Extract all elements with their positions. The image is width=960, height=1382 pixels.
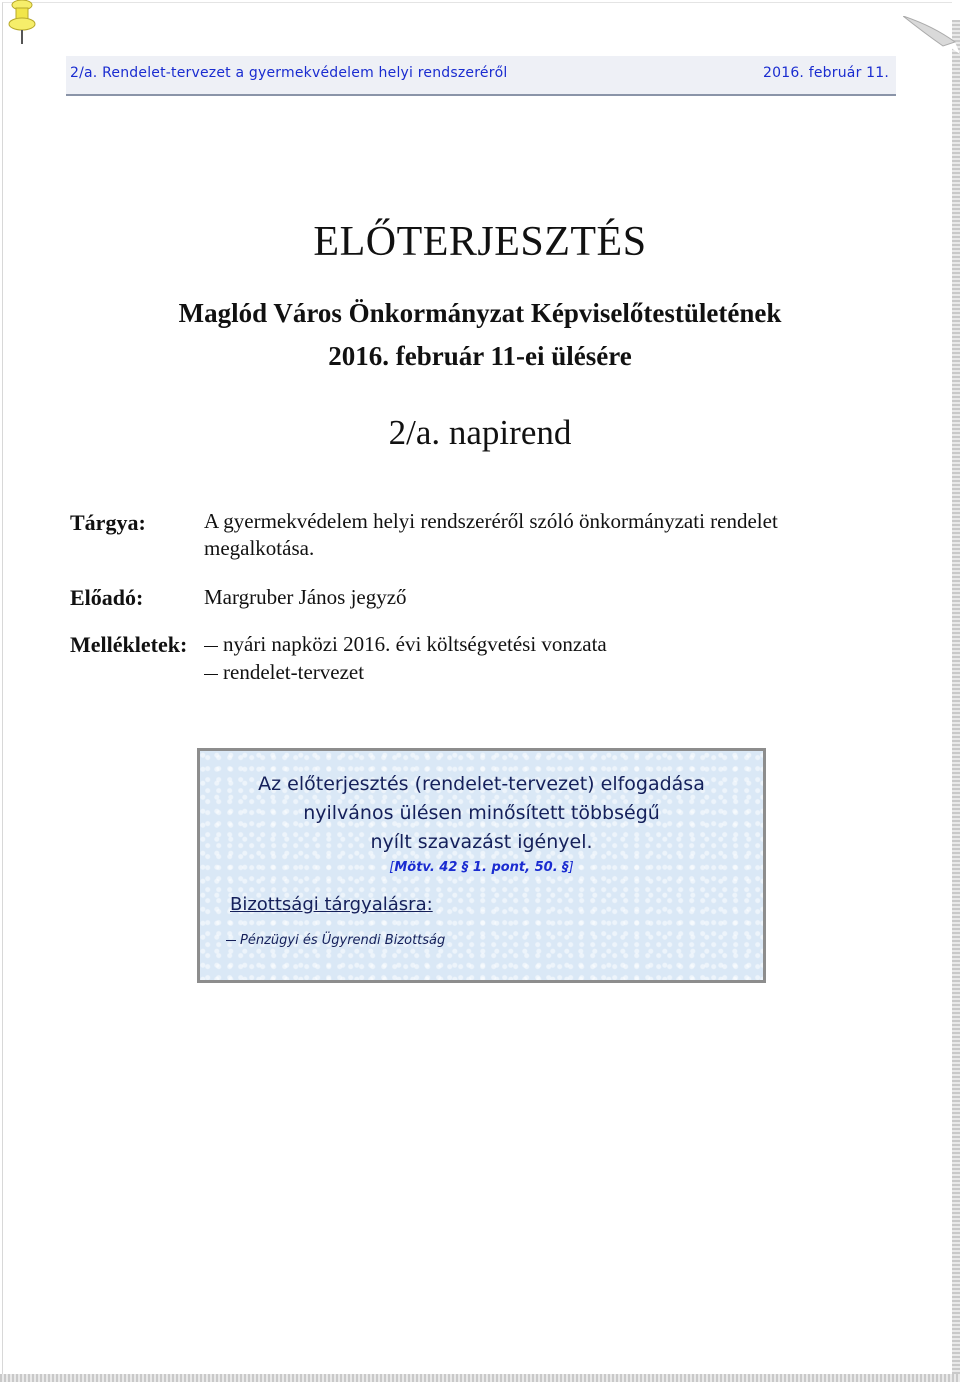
dash-icon xyxy=(204,674,218,675)
document-title: ELŐTERJESZTÉS xyxy=(313,219,647,265)
pushpin-icon xyxy=(6,0,38,48)
attachments-label: Mellékletek: xyxy=(70,632,188,657)
council-name: Maglód Város Önkormányzat Képviselőtestületének xyxy=(178,298,782,328)
legal-reference xyxy=(200,860,763,875)
agenda-item: 2/a. napirend xyxy=(388,413,572,452)
dash-icon xyxy=(226,940,236,941)
header-title: 2/a. Rendelet-tervezet a gyermekvédelem helyi rendszeréről xyxy=(70,65,508,81)
presenter-label: Előadó: xyxy=(70,585,144,610)
ref-text: Mötv. 42 § 1. pont, 50. § xyxy=(394,860,569,875)
attachment-text: rendelet-tervezet xyxy=(223,660,365,684)
presenter-value: Margruber János jegyző xyxy=(204,585,407,609)
subject-value xyxy=(204,508,904,562)
subject-line: A gyermekvédelem helyi rendszeréről szóló önkormányzati rendelet xyxy=(204,509,778,533)
document-page xyxy=(2,2,952,1374)
subject-line: megalkotása. xyxy=(204,536,315,560)
attachment-item xyxy=(204,660,364,685)
committee-label: Bizottsági tárgyalásra: xyxy=(230,894,433,915)
voting-notice-box xyxy=(197,748,766,983)
notice-line: nyilvános ülésen minősített többségű xyxy=(303,802,660,824)
attachment-item xyxy=(204,632,607,657)
session-date: 2016. február 11-ei ülésére xyxy=(328,341,632,371)
running-header xyxy=(66,56,896,96)
attachment-text: nyári napközi 2016. évi költségvetési vonzata xyxy=(223,632,607,656)
ref-bracket: [ xyxy=(389,860,395,875)
committee-name: Pénzügyi és Ügyrendi Bizottság xyxy=(240,933,446,948)
notice-line: Az előterjesztés (rendelet-tervezet) elfogadása xyxy=(258,773,705,795)
page-curl-icon xyxy=(903,16,960,54)
notice-line: nyílt szavazást igényel. xyxy=(370,831,593,853)
header-date: 2016. február 11. xyxy=(763,65,890,81)
dash-icon xyxy=(204,646,218,647)
committee-item xyxy=(226,933,445,948)
ref-bracket: ] xyxy=(568,860,574,875)
page-shadow xyxy=(0,1374,960,1382)
subject-label: Tárgya: xyxy=(70,510,146,535)
